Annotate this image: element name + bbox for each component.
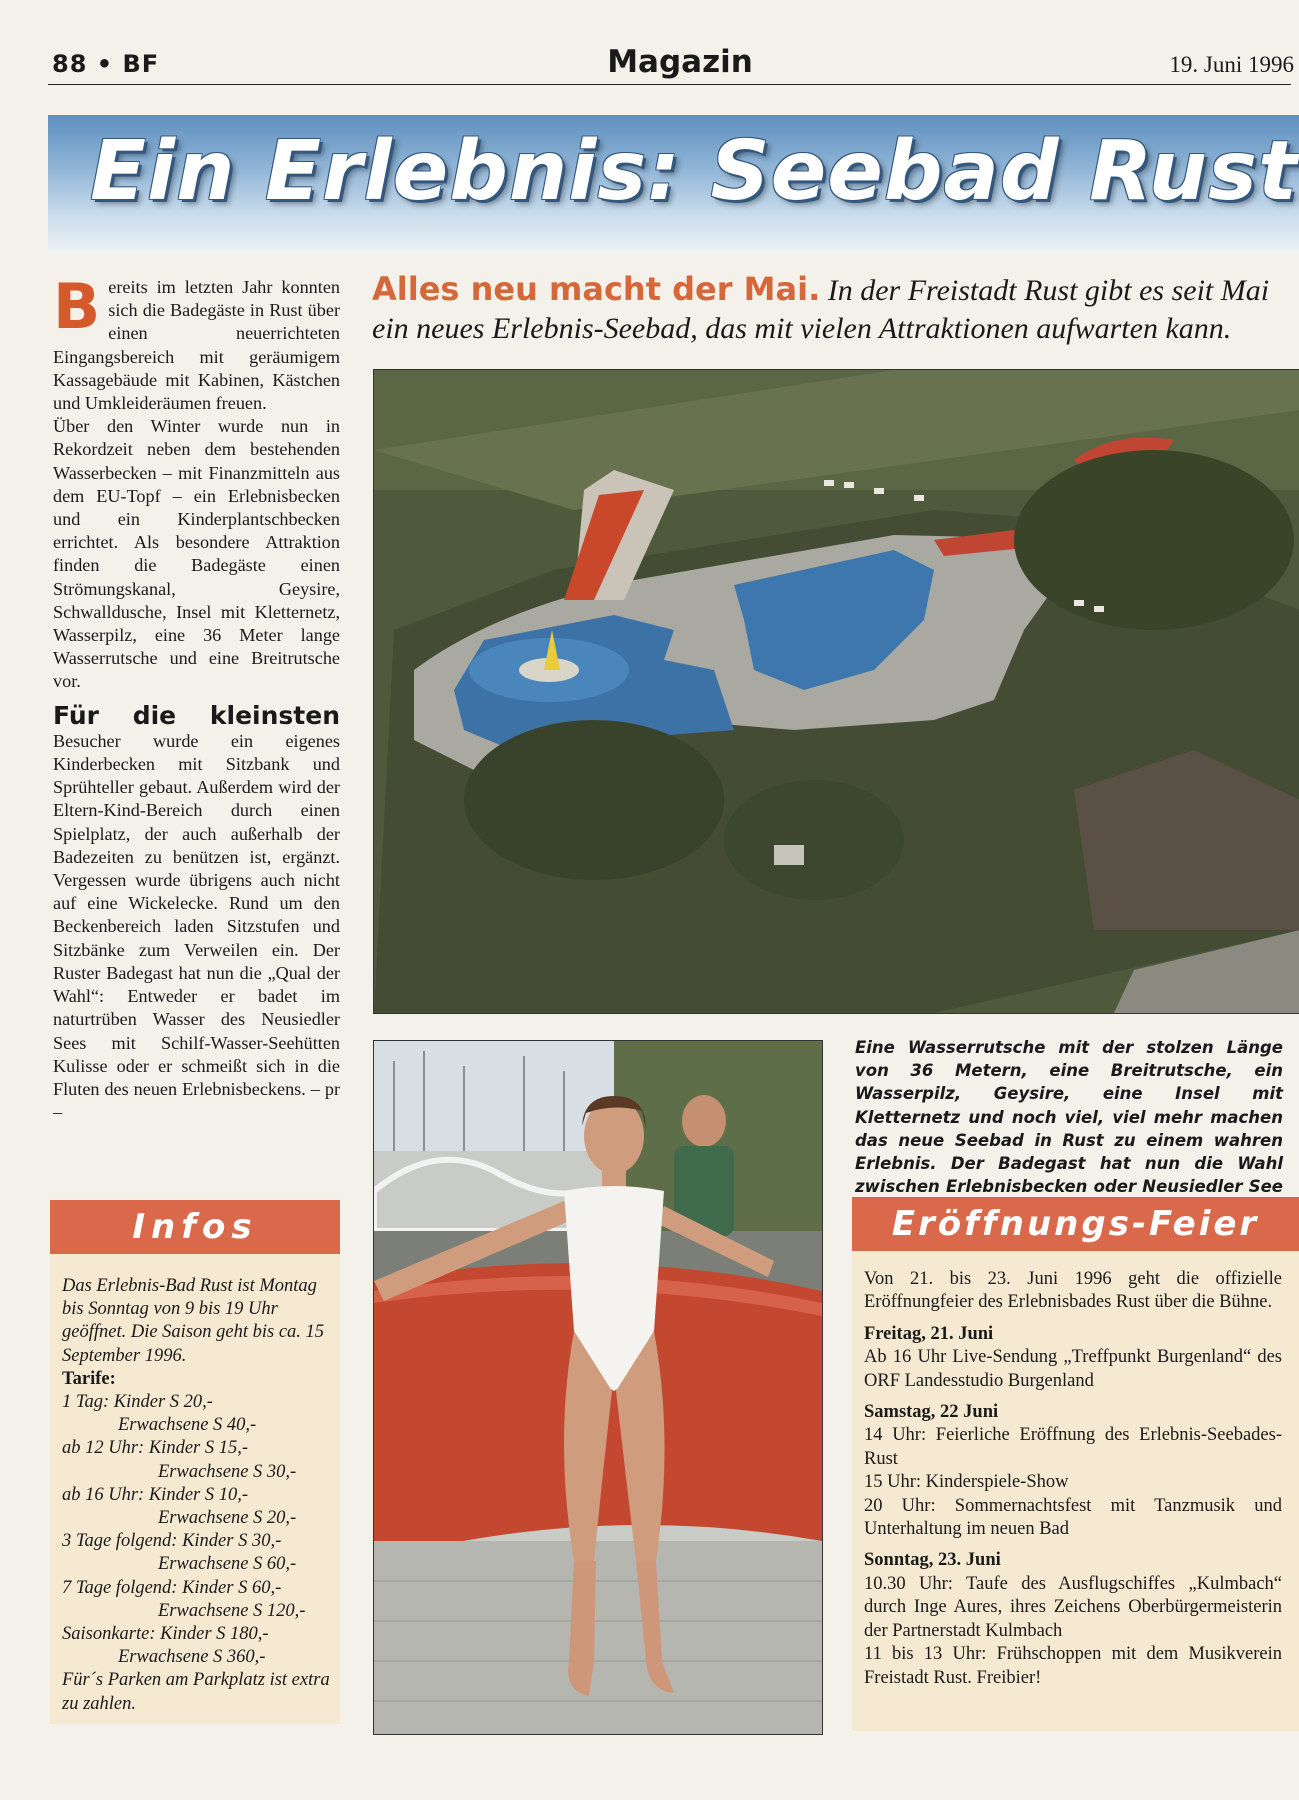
feier-day-text: Ab 16 Uhr Live-Sendung „Treffpunkt Burgenland“ des ORF Landesstudio Burgenland	[864, 1347, 1282, 1391]
header-rule	[48, 84, 1291, 85]
feier-day-title: Samstag, 22 Juni	[864, 1402, 999, 1423]
article-subhead: Für die kleinsten	[53, 700, 340, 730]
tarif-line: Erwachsene S 120,-	[158, 1600, 306, 1621]
tarif-line: Saisonkarte: Kinder S 180,-	[62, 1624, 269, 1645]
tarif-line: Erwachsene S 40,-	[118, 1415, 257, 1436]
tarif-line: Erwachsene S 30,-	[158, 1461, 297, 1482]
feier-day-block	[864, 1401, 1282, 1541]
feier-day-block	[864, 1323, 1282, 1393]
issue-date: 19. Juni 1996	[1169, 52, 1294, 77]
article-paragraph-2: Über den Winter wurde nun in Rekordzeit neben dem bestehenden Wasserbecken – mit Finanzmitteln aus dem EU-Topf – ein Erlebnisbecken und ein Kinderplantschbecken errichtet. Als besondere Attraktion finden die Badegäste einen Strömungskanal, Geysire, Schwalldusche, Insel mit Kletternetz, Wasserpilz, eine 36 Meter lange Wasserrutsche und eine Breitrutsche vor.	[53, 416, 340, 692]
feier-heading: Eröffnungs-Feier	[852, 1197, 1299, 1251]
section-label: Magazin	[607, 44, 753, 80]
article-deck	[372, 270, 1297, 348]
aerial-pool-photo	[373, 369, 1299, 1014]
feier-day-text: 10.30 Uhr: Taufe des Ausflugschiffes „Kulmbach“ durch Inge Aures, ihres Zeichens Oberbürgermeisterin der Partnerstadt Kulmbach 11 bis 13 Uhr: Frühschoppen mit dem Musikverein Freistadt Rust. Freibier!	[864, 1573, 1282, 1688]
tarif-line: Erwachsene S 60,-	[158, 1554, 297, 1575]
tarif-line: Erwachsene S 360,-	[118, 1647, 266, 1668]
infos-content	[62, 1275, 332, 1716]
tarif-line: Erwachsene S 20,-	[158, 1508, 297, 1529]
article-body	[53, 270, 341, 1124]
swimmer-photo	[373, 1040, 823, 1735]
tarife-label: Tarife:	[62, 1368, 116, 1389]
feier-intro: Von 21. bis 23. Juni 1996 geht die offizielle Eröffnungfeier des Erlebnisbades Rust über die Bühne.	[864, 1269, 1282, 1313]
article-paragraph-3-text: Besucher wurde ein eigenes Kinderbecken mit Sitzbank und Sprühteller gebaut. Außerdem wird der Eltern-Kind-Bereich durch einen Spielplatz, der auch außerhalb der Badezeiten zu benützen ist, ergänzt. Vergessen wurde übrigens auch nicht auf eine Wickelecke. Rund um den Beckenbereich laden Sitzstufen und Sitzbänke zum Verweilen ein. Der Ruster Badegast hat nun die „Qual der Wahl“: Entweder er badet im naturtrüben Wasser des Neusiedler Sees mit Schilf-Wasser-Seehütten Kulisse oder er schmeißt sich in die Fluten des neuen Erlebnisbeckens.	[53, 730, 340, 1099]
feier-day-block	[864, 1549, 1282, 1689]
article-paragraph-3	[53, 700, 341, 1125]
tarif-line: ab 16 Uhr: Kinder S 10,-	[62, 1484, 249, 1505]
tarif-line: 7 Tage folgend: Kinder S 60,-	[62, 1577, 282, 1598]
page-title: Ein Erlebnis: Seebad Rust	[90, 124, 1299, 219]
tarif-line: ab 12 Uhr: Kinder S 15,-	[62, 1438, 249, 1459]
drop-cap: B	[53, 270, 101, 343]
feier-day-text: 14 Uhr: Feierliche Eröffnung des Erlebnis-Seebades-Rust 15 Uhr: Kinderspiele-Show 20 Uhr: Sommernachtsfest mit Tanzmusik und Unterhaltung im neuen Bad	[864, 1425, 1282, 1540]
page-number: 88 • BF	[52, 50, 160, 78]
article-signature: – pr –	[53, 1078, 341, 1123]
feier-day-title: Sonntag, 23. Juni	[864, 1550, 1001, 1571]
article-paragraph-1: ereits im letzten Jahr konnten sich die Badegäste in Rust über einen neuerrichteten Eingangsbereich mit geräumigem Kassagebäude mit Kabinen, Kästchen und Umkleideräumen freuen.	[53, 277, 340, 414]
deck-text: In der Freistadt Rust gibt es seit Mai ein neues Erlebnis-Seebad, das mit vielen Attraktionen aufwarten kann.	[372, 274, 1270, 345]
tarif-line: 1 Tag: Kinder S 20,-	[62, 1392, 213, 1413]
deck-lead: Alles neu macht der Mai.	[372, 270, 821, 308]
photo-caption: Eine Wasserrutsche mit der stolzen Länge von 36 Metern, eine Breitrutsche, ein Wasserpilz, Geysire, eine Insel mit Kletternetz und noch viel, viel mehr machen das neue Seebad in Rust zu einem wahren Erlebnis. Der Badegast hat nun die Wahl zwischen Erlebnisbecken oder Neusiedler See	[855, 1038, 1283, 1197]
feier-content	[864, 1268, 1282, 1698]
feier-day-title: Freitag, 21. Juni	[864, 1323, 994, 1344]
infos-intro: Das Erlebnis-Bad Rust ist Montag bis Sonntag von 9 bis 19 Uhr geöffnet. Die Saison geht bis ca. 15 September 1996.	[62, 1276, 325, 1366]
infos-heading: Infos	[50, 1200, 340, 1254]
parking-note: Für´s Parken am Parkplatz ist extra zu zahlen.	[62, 1670, 330, 1714]
tarif-line: 3 Tage folgend: Kinder S 30,-	[62, 1531, 282, 1552]
